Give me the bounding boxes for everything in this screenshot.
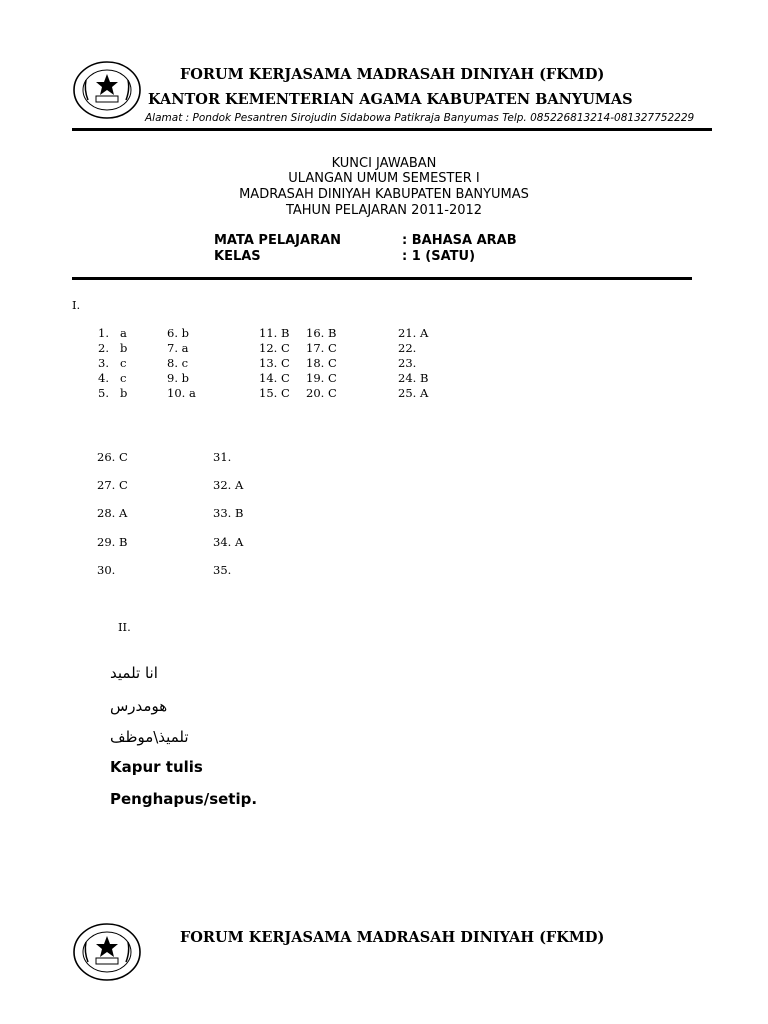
answer-item: 13. C [259,356,290,370]
header-rule [72,128,712,131]
subject-label: MATA PELAJARAN [214,233,342,248]
org-address: Alamat : Pondok Pesantren Sirojudin Sidabowa Patikraja Banyumas Telp. 085226813214-081327752229 [145,112,695,124]
answer-item: 33. B [213,506,244,520]
doc-title-line4: TAHUN PELAJARAN 2011-2012 [285,203,483,218]
fkmd-logo-footer [72,922,142,982]
fkmd-logo [72,60,142,120]
answer-item: 23. [398,356,417,370]
answer-item: 14. C [259,371,290,385]
answer-column-2 [167,326,196,401]
answer-item: 6. b [167,326,189,340]
answer-item: 10. a [167,386,196,400]
answer-item: 27. C [97,478,128,492]
arabic-answer: انا تلميد [110,664,158,682]
answer-item: 4. c [98,371,127,385]
doc-title-line1: KUNCI JAWABAN [331,156,437,171]
answer-column-3 [259,326,290,401]
answer-item: 22. [398,341,417,355]
latin-answer: Penghapus/setip. [110,790,258,808]
answer-item: 2. b [98,341,128,355]
answer-item: 25. A [398,386,429,400]
answer-item: 21. A [398,326,429,340]
meta-rule [72,277,692,280]
doc-title-line3: MADRASAH DINIYAH KABUPATEN BANYUMAS [239,187,529,202]
answer-item: 31. [213,450,232,464]
answer-item: 34. A [213,535,244,549]
answer-item: 19. C [306,371,337,385]
answer-item: 11. B [259,326,290,340]
arabic-answer: هومدرس [110,697,168,715]
answer-item: 30. [97,563,116,577]
answer-item: 29. B [97,535,128,549]
org-name-line2: KANTOR KEMENTERIAN AGAMA KABUPATEN BANYUMAS [148,91,633,108]
answer-item: 8. c [167,356,189,370]
answer-item: 3. c [98,356,127,370]
answer-item: 24. B [398,371,429,385]
answer-item: 16. B [306,326,337,340]
arabic-answer: تلميذ\موظف [110,728,189,746]
answer-item: 18. C [306,356,337,370]
class-label: KELAS [214,249,261,264]
answer-item: 20. C [306,386,337,400]
answer-column-4 [306,326,337,401]
subject-value: : BAHASA ARAB [402,233,517,248]
answer-item: 1. a [98,326,127,340]
answer-item: 28. A [97,506,128,520]
class-value: : 1 (SATU) [402,249,476,264]
answer-item: 35. [213,563,232,577]
answer-item: 7. a [167,341,189,355]
latin-answer: Kapur tulis [110,758,203,776]
answer-item: 32. A [213,478,244,492]
answer-item: 12. C [259,341,290,355]
answer-item: 9. b [167,371,189,385]
answer-item: 17. C [306,341,337,355]
answer-column-1 [98,326,127,401]
answer-column-5 [398,326,428,401]
org-name-line1: FORUM KERJASAMA MADRASAH DINIYAH (FKMD) [180,66,605,83]
section-2-label: II. [118,620,131,634]
answer-item: 26. C [97,450,128,464]
answer-item: 5. b [98,386,128,400]
doc-title-line2: ULANGAN UMUM SEMESTER I [288,171,480,186]
answer-item: 15. C [259,386,290,400]
section-1-label: I. [72,298,81,312]
footer-org-name: FORUM KERJASAMA MADRASAH DINIYAH (FKMD) [180,929,605,946]
